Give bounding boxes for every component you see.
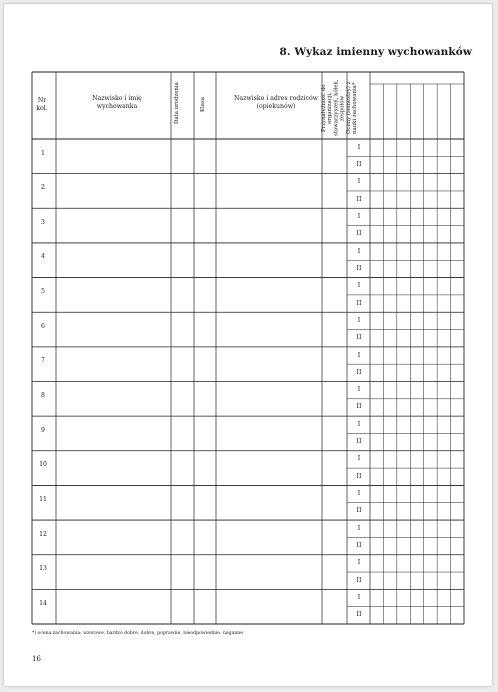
- row-number: 11: [39, 495, 47, 503]
- semester-label: II: [356, 334, 362, 342]
- header-class: Klasa: [200, 97, 206, 113]
- form-page: [4, 4, 492, 686]
- semester-label: II: [356, 472, 362, 480]
- semester-label: II: [356, 195, 362, 203]
- row-number: 7: [41, 357, 45, 365]
- semester-label: II: [356, 611, 362, 619]
- semester-label: II: [356, 542, 362, 550]
- header-name: Nazwisko i imię wychowanka: [92, 95, 142, 110]
- semester-label: II: [356, 403, 362, 411]
- semester-label: I: [357, 351, 361, 359]
- semester-label: I: [357, 247, 361, 255]
- semester-label: II: [356, 160, 362, 168]
- semester-label: I: [357, 420, 361, 428]
- semester-label: I: [357, 524, 361, 532]
- semester-label: I: [357, 316, 361, 324]
- semester-label: I: [357, 282, 361, 290]
- header-birth-date: Data urodzenia: [174, 82, 180, 124]
- semester-label: I: [357, 386, 361, 394]
- row-number: 6: [41, 322, 45, 330]
- row-number: 4: [41, 253, 45, 261]
- row-number: 2: [41, 184, 45, 192]
- semester-label: II: [356, 299, 362, 307]
- row-number: 10: [39, 461, 47, 469]
- header-parents: Nazwisko i adres rodziców (opiekunów): [234, 95, 318, 110]
- row-number: 14: [39, 599, 47, 607]
- row-number: 3: [41, 218, 45, 226]
- semester-label: I: [357, 594, 361, 602]
- semester-label: I: [357, 143, 361, 151]
- footnote: *) ocena zachowania: wzorowe, bardzo dobre, dobre, poprawne, nieodpowiednie, naganne: [32, 631, 243, 636]
- semester-label: I: [357, 559, 361, 567]
- semester-label: II: [356, 576, 362, 584]
- header-membership: Przynależność do organizacji, stowarzyszeń, kółek, zespołów: [321, 79, 346, 137]
- section-title: 8. Wykaz imienny wychowanków: [279, 46, 472, 58]
- row-number: 13: [39, 565, 47, 573]
- page-number: 16: [32, 655, 41, 663]
- semester-label: II: [356, 264, 362, 272]
- header-grades: Oceny (semestry) z nauki zachowania*: [346, 81, 359, 135]
- row-number: 5: [41, 288, 45, 296]
- row-number: 8: [41, 392, 45, 400]
- semester-label: I: [357, 490, 361, 498]
- semester-label: II: [356, 368, 362, 376]
- semester-label: I: [357, 212, 361, 220]
- row-number: 9: [41, 426, 45, 434]
- semester-label: II: [356, 438, 362, 446]
- header-nr: Nr kol.: [36, 97, 48, 112]
- semester-label: II: [356, 230, 362, 238]
- semester-label: II: [356, 507, 362, 515]
- semester-label: I: [357, 455, 361, 463]
- row-number: 1: [41, 149, 45, 157]
- row-number: 12: [39, 530, 47, 538]
- semester-label: I: [357, 178, 361, 186]
